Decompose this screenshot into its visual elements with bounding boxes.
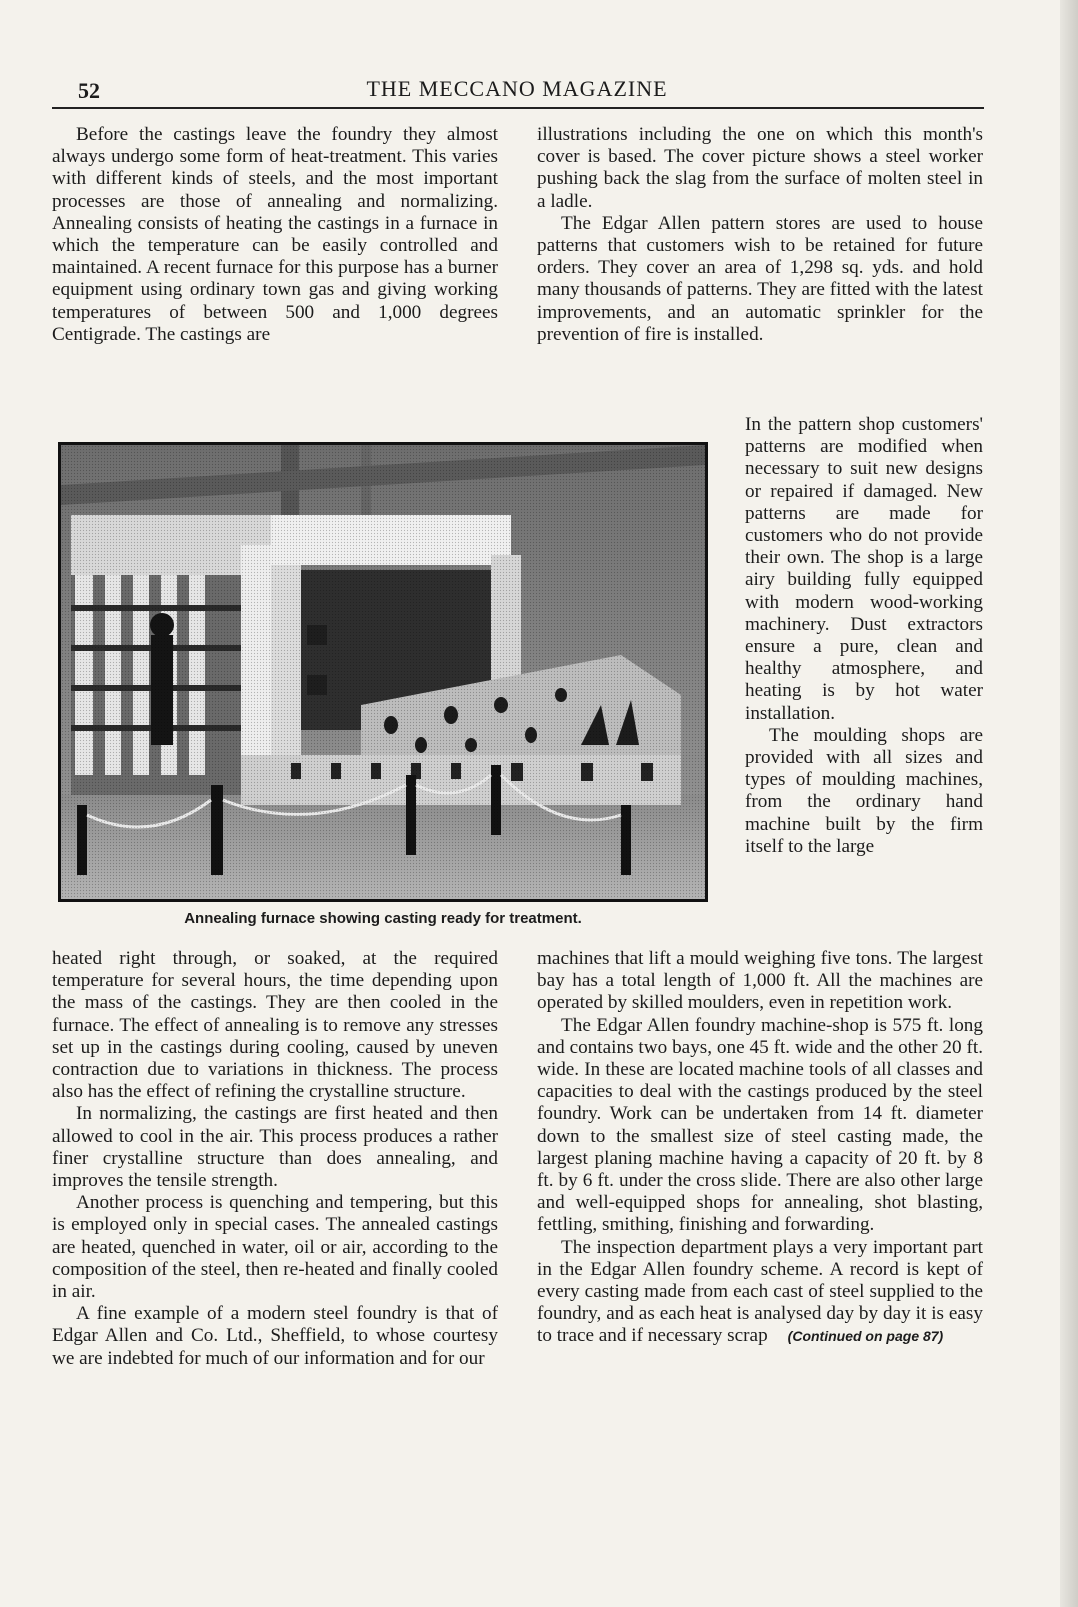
page-edge	[1060, 0, 1078, 1607]
figure-caption: Annealing furnace showing casting ready for treatment.	[184, 910, 582, 927]
header-rule	[52, 107, 984, 109]
column-left-bottom	[52, 948, 498, 1508]
paragraph: The Edgar Allen pattern stores are used to house patterns that customers wish to be retained for future orders. They cover an area of 1,298 sq. yds. and hold many thousands of patterns. They are fitted with the latest improvements, and an automatic sprinkler for the prevention of fire is installed.	[537, 212, 983, 345]
column-right-wrap	[745, 414, 983, 948]
paragraph: illustrations including the one on which this month's cover is based. The cover picture shows a steel worker pushing back the slag from the surface of molten steel in a ladle.	[537, 124, 983, 212]
column-right-bottom	[537, 948, 983, 1508]
magazine-title: THE MECCANO MAGAZINE	[366, 76, 668, 101]
paragraph: machines that lift a mould weighing five tons. The largest bay has a total length of 1,000 ft. All the machines are operated by skilled moulders, even in repetition work.	[537, 948, 983, 1014]
paragraph: heated right through, or soaked, at the required temperature for several hours, the time depending upon the mass of the castings. They are then cooled in the furnace. The effect of annealing is to remove any stresses set up in the castings during cooling, caused by uneven contraction due to variations in thickness. The process also has the effect of refining the crystalline structure.	[52, 948, 498, 1103]
paragraph: The Edgar Allen foundry machine-shop is 575 ft. long and contains two bays, one 45 ft. wide and the other 20 ft. wide. In these are located machine tools of all classes and capacities to deal with the castings produced by the steel foundry. Work can be undertaken from 14 ft. diameter down to the smallest size of steel casting made, the largest planing machine having a capacity of 20 ft. by 8 ft. by 6 ft. under the cross slide. There are also other large and well-equipped shops for annealing, shot blasting, fettling, smithing, finishing and forwarding.	[537, 1014, 983, 1236]
paragraph: Another process is quenching and tempering, but this is employed only in special cases. The annealed castings are heated, quenched in water, oil or air, according to the composition of the steel, then re-heated and finally cooled in air.	[52, 1192, 498, 1303]
paragraph: A fine example of a modern steel foundry is that of Edgar Allen and Co. Ltd., Sheffield, to whose courtesy we are indebted for much of our information and for our	[52, 1303, 498, 1369]
column-left-top	[52, 124, 498, 414]
column-right-top	[537, 124, 983, 414]
page-header	[52, 76, 982, 106]
paragraph: In the pattern shop customers' patterns are modified when necessary to suit new designs or repaired if damaged. New patterns are made for customers who do not provide their own. The shop is a large airy building fully equipped with modern wood-working machinery. Dust extractors ensure a pure, clean and healthy atmosphere, and heating is by hot water installation.	[745, 414, 983, 724]
page-number: 52	[78, 78, 100, 103]
continued-note: (Continued on page 87)	[787, 1328, 944, 1345]
paragraph: In normalizing, the castings are first heated and then allowed to cool in the air. This process produces a rather finer crystalline structure than does annealing, and improves the tensile strength.	[52, 1103, 498, 1192]
paragraph: The moulding shops are provided with all sizes and types of moulding machines, from the ordinary hand machine built by the firm itself to the large	[745, 724, 983, 857]
annealing-furnace-photo	[58, 442, 708, 902]
paragraph: Before the castings leave the foundry they almost always undergo some form of heat-treatment. This varies with different kinds of steels, and the most important processes are those of annealing and normalizing. Annealing consists of heating the castings in a furnace in which the temperature can be easily controlled and maintained. A recent furnace for this purpose has a burner equipment using ordinary town gas and giving working temperatures of between 500 and 1,000 degrees Centigrade. The castings are	[52, 124, 498, 345]
paragraph-text: The inspection department plays a very important part in the Edgar Allen foundry scheme. A record is kept of every casting made from each cast of steel supplied to the foundry, and as each heat is analysed day by day it is easy to trace and if necessary scrap	[537, 1236, 983, 1347]
paragraph-last	[537, 1237, 983, 1348]
